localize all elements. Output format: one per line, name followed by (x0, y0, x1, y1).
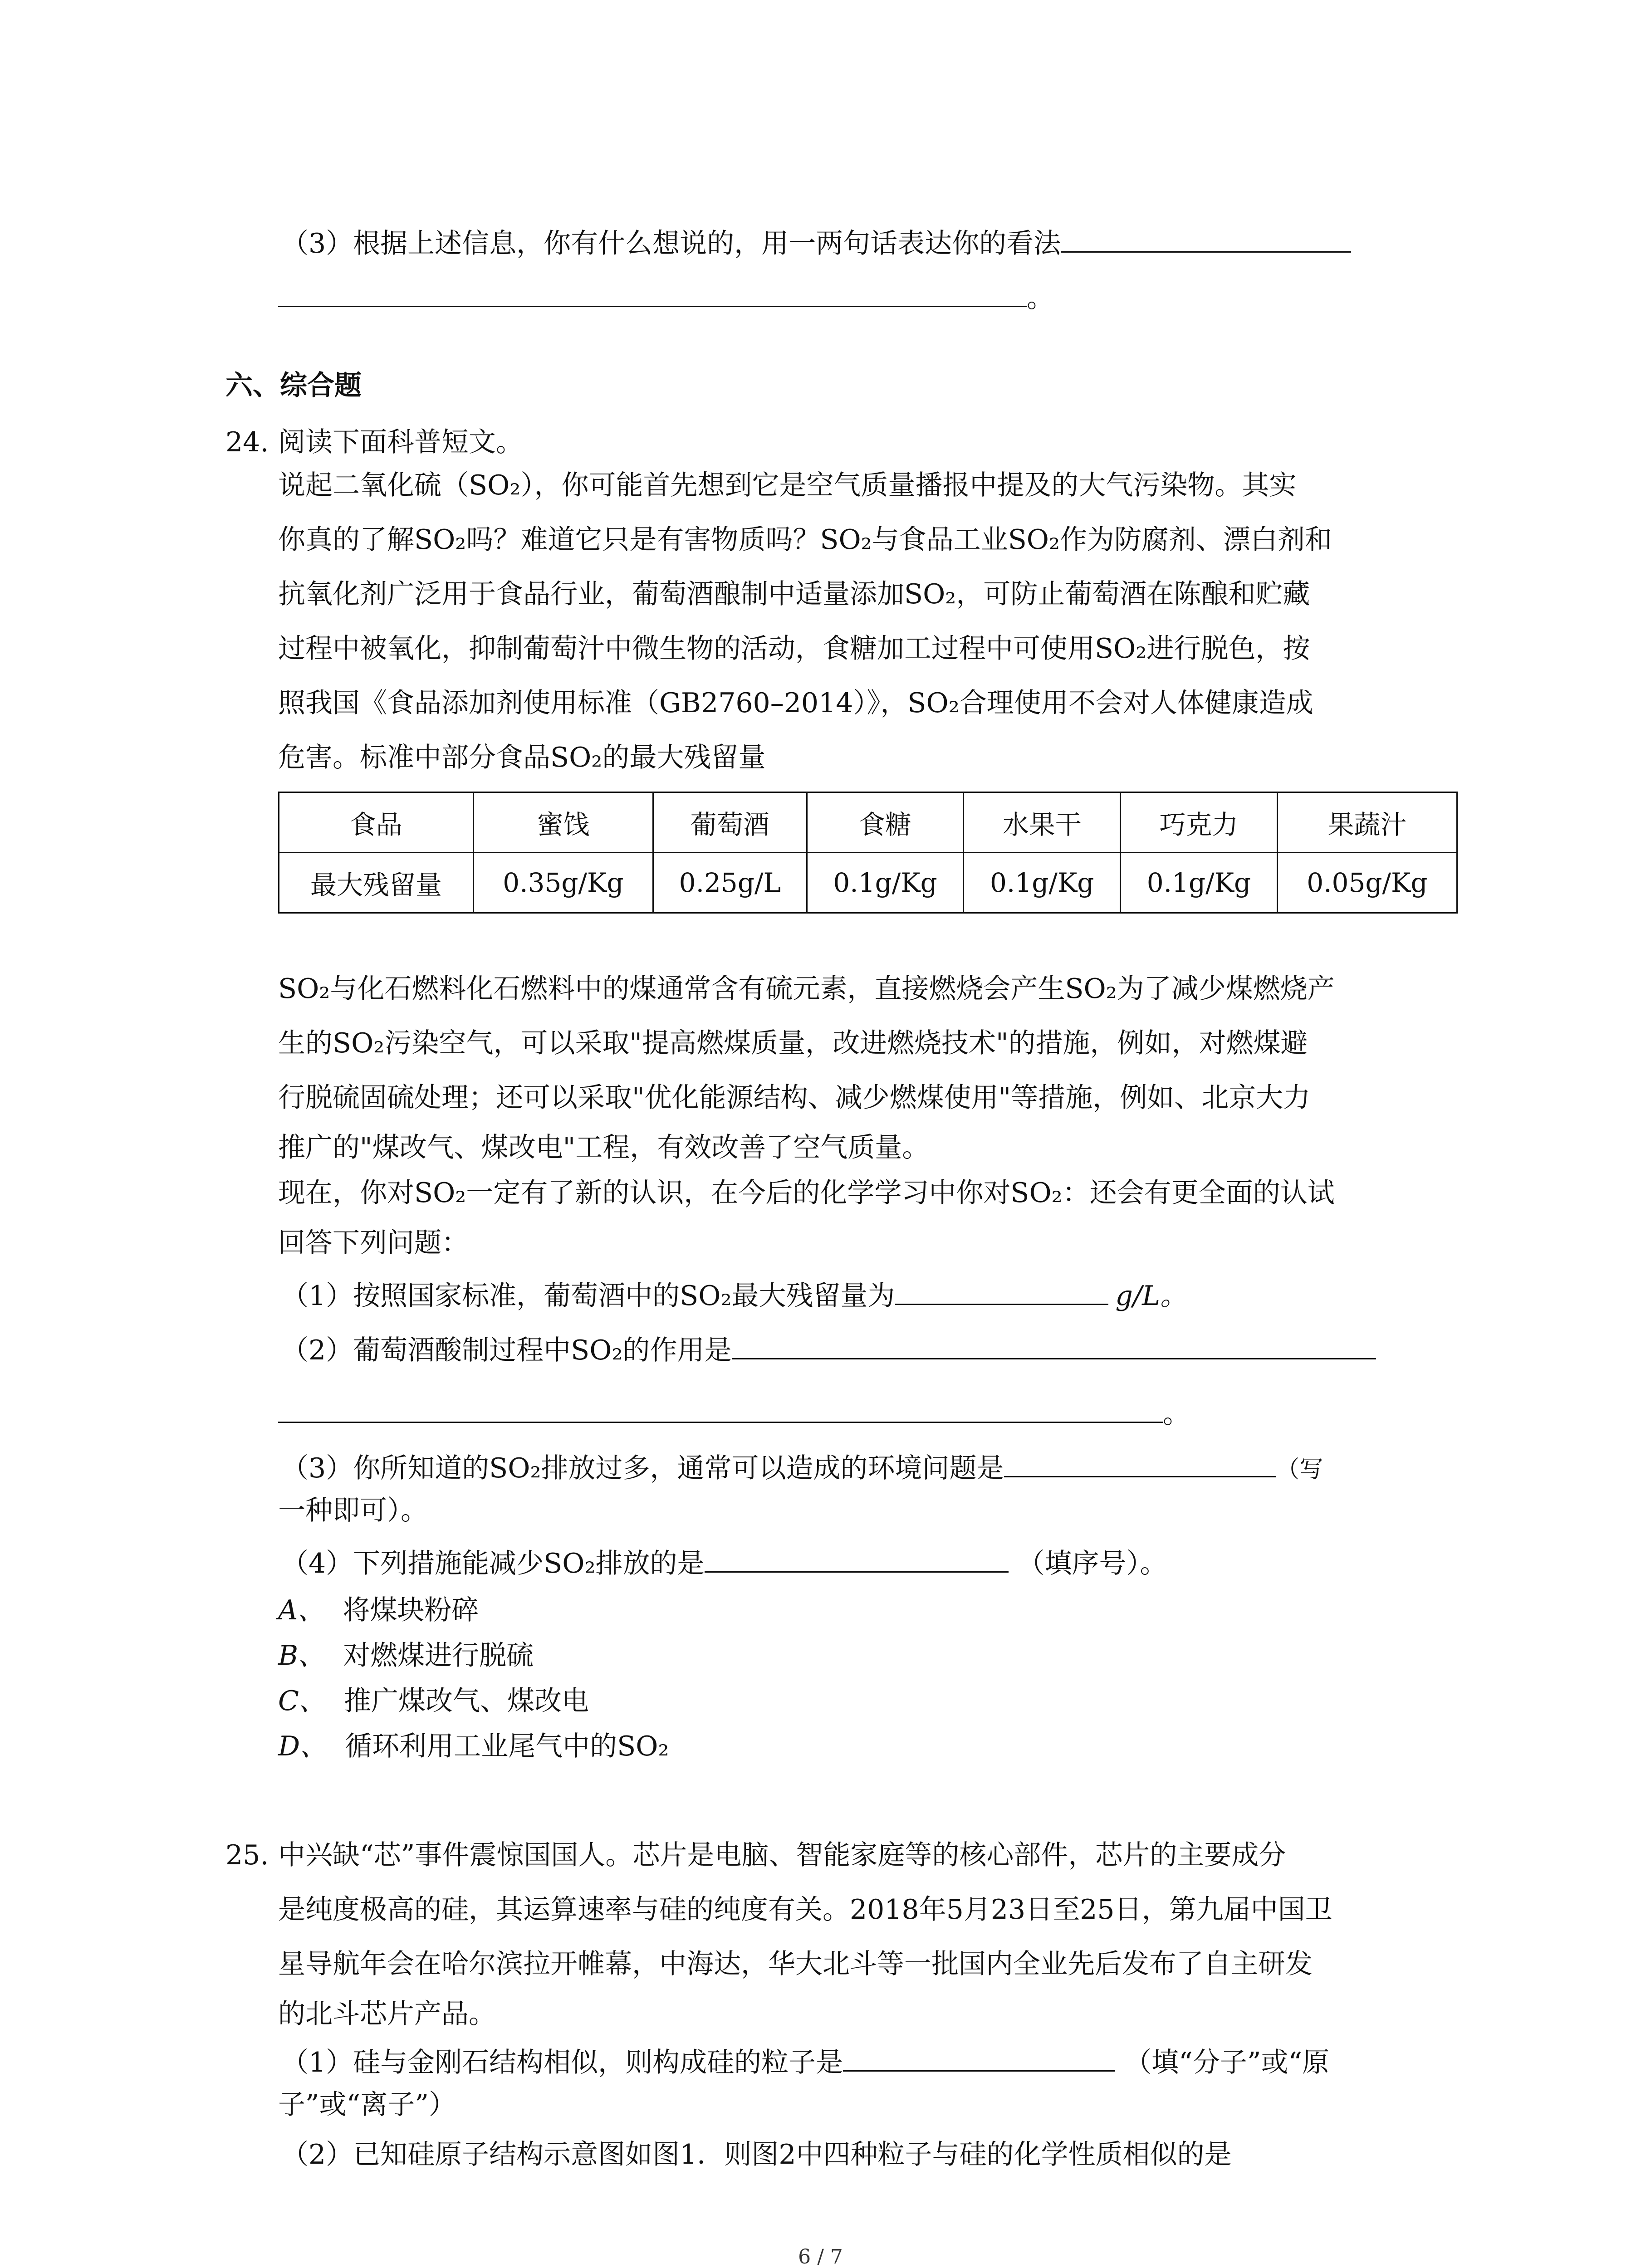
q24-p2-line: 现在，你对SO₂一定有了新的认识，在今后的化学学习中你对SO₂：还会有更全面的认试 (278, 1177, 1335, 1209)
q25-sub2: （2）已知硅原子结构示意图如图1．则图2中四种粒子与硅的化学性质相似的是 (281, 2139, 1232, 2170)
table-cell: 0.35g/Kg (473, 853, 653, 913)
q24-p2-line: 行脱硫固硫处理；还可以采取"优化能源结构、减少燃煤使用"等措施，例如、北京大力 (278, 1082, 1311, 1114)
q24-p2-line: 推广的"煤改气、煤改电"工程，有效改善了空气质量。 (278, 1132, 930, 1163)
table-cell: 蜜饯 (473, 792, 653, 853)
answer-blank[interactable] (895, 1275, 1108, 1305)
table-cell: 0.1g/Kg (807, 853, 964, 913)
q24-sub4 (281, 1542, 1167, 1582)
option-b[interactable] (278, 1637, 534, 1674)
q24-p2-line: 回答下列问题： (278, 1227, 469, 1259)
q24-p2-line: 生的SO₂污染空气，可以采取"提高燃煤质量，改进燃烧技术"的措施，例如，对燃煤避 (278, 1027, 1308, 1059)
table-cell: 巧克力 (1121, 792, 1278, 853)
table-header-row (279, 792, 1457, 853)
q24-sub3-tail: （写 (1276, 1456, 1323, 1483)
q24-p1-line: 抗氧化剂广泛用于食品行业，葡萄酒酿制中适量添加SO₂，可防止葡萄酒在陈酿和贮藏 (278, 578, 1310, 610)
q25-p-line: 中兴缺“芯”事件震惊国国人。芯片是电脑、智能家庭等的核心部件，芯片的主要成分 (278, 1839, 1286, 1871)
table-row (279, 853, 1457, 913)
option-letter: B、 (278, 1640, 326, 1672)
table-cell: 0.05g/Kg (1277, 853, 1457, 913)
option-letter: A、 (278, 1594, 325, 1626)
option-text: 对燃煤进行脱硫 (343, 1640, 534, 1672)
table-cell: 果蔬汁 (1277, 792, 1457, 853)
q24-intro: 阅读下面科普短文。 (278, 426, 523, 458)
q24-p1-line: 危害。标准中部分食品SO₂的最大残留量 (278, 742, 766, 773)
section-title: 六、综合题 (225, 370, 362, 401)
answer-blank[interactable] (278, 1393, 1163, 1423)
table-cell: 水果干 (964, 792, 1121, 853)
answer-blank[interactable] (705, 1542, 1009, 1573)
q24-sub2-cont (278, 1393, 1190, 1432)
so2-residue-table (278, 792, 1458, 914)
q24-number: 24. (225, 426, 269, 458)
table-cell: 葡萄酒 (653, 792, 807, 853)
q23-sub3-text: （3）根据上述信息，你有什么想说的，用一两句话表达你的看法 (281, 228, 1061, 259)
q24-sub1-text: （1）按照国家标准，葡萄酒中的SO₂最大残留量为 (281, 1280, 895, 1312)
q24-p1-line: 过程中被氧化，抑制葡萄汁中微生物的活动，食糖加工过程中可使用SO₂进行脱色，按 (278, 633, 1310, 665)
q24-p1-line: 你真的了解SO₂吗？难道它只是有害物质吗？SO₂与食品工业SO₂作为防腐剂、漂白剂和 (278, 524, 1332, 556)
q24-sub1 (281, 1275, 1187, 1314)
q24-sub1-unit: g/L。 (1115, 1280, 1187, 1312)
q23-sub3-cont (278, 277, 1054, 316)
q24-sub4-tail: （填序号）。 (1017, 1548, 1167, 1579)
answer-blank[interactable] (1061, 222, 1351, 253)
q25-p-line: 星导航年会在哈尔滨拉开帷幕，中海达，华大北斗等一批国内全业先后发布了自主研发 (278, 1948, 1313, 1980)
option-letter: D、 (278, 1730, 328, 1762)
table-cell: 0.25g/L (653, 853, 807, 913)
q25-p-line: 的北斗芯片产品。 (278, 1998, 496, 2030)
q25-sub1-text: （1）硅与金刚石结构相似，则构成硅的粒子是 (281, 2047, 843, 2078)
page-number: 6 / 7 (798, 2245, 843, 2268)
q25-sub1 (281, 2041, 1329, 2081)
option-text: 将煤块粉碎 (343, 1594, 479, 1626)
option-c[interactable] (278, 1683, 589, 1719)
answer-blank[interactable] (843, 2041, 1115, 2072)
q24-sub2 (281, 1329, 1376, 1369)
q25-number: 25. (225, 1839, 269, 1871)
q24-sub2-text: （2）葡萄酒酸制过程中SO₂的作用是 (281, 1334, 732, 1366)
q24-p1-line: 说起二氧化硫（SO₂），你可能首先想到它是空气质量播报中提及的大气污染物。其实 (278, 469, 1297, 501)
option-text: 推广煤改气、煤改电 (344, 1685, 589, 1717)
table-cell: 食品 (279, 792, 474, 853)
option-letter: C、 (278, 1685, 326, 1717)
q23-end: 。 (1027, 282, 1054, 314)
table-cell: 最大残留量 (279, 853, 474, 913)
q24-p1-line: 照我国《食品添加剂使用标准（GB2760–2014）》，SO₂合理使用不会对人体健康造成 (278, 687, 1313, 719)
table-cell: 食糖 (807, 792, 964, 853)
answer-blank[interactable] (732, 1329, 1376, 1359)
q24-sub4-text: （4）下列措施能减少SO₂排放的是 (281, 1548, 705, 1579)
q24-sub3 (281, 1447, 1323, 1488)
answer-blank[interactable] (278, 277, 1027, 307)
q24-sub3-text: （3）你所知道的SO₂排放过多，通常可以造成的环境问题是 (281, 1452, 1004, 1484)
q23-sub3 (281, 222, 1351, 262)
option-d[interactable] (278, 1728, 669, 1765)
q25-sub1-tail: （填“分子”或“原 (1124, 2047, 1330, 2078)
q24-sub3-line2: 一种即可）。 (278, 1495, 428, 1526)
q25-p-line: 是纯度极高的硅，其运算速率与硅的纯度有关。2018年5月23日至25日，第九届中国卫 (278, 1894, 1332, 1926)
q24-p2-line: SO₂与化石燃料化石燃料中的煤通常含有硫元素，直接燃烧会产生SO₂为了减少煤燃烧产 (278, 973, 1335, 1005)
table-cell: 0.1g/Kg (1121, 853, 1278, 913)
table-cell: 0.1g/Kg (964, 853, 1121, 913)
q24-sub2-end: 。 (1163, 1398, 1190, 1430)
option-text: 循环利用工业尾气中的SO₂ (345, 1730, 669, 1762)
option-a[interactable] (278, 1592, 479, 1628)
answer-blank[interactable] (1004, 1447, 1276, 1477)
q25-sub1-line2: 子”或“离子”） (278, 2089, 456, 2121)
